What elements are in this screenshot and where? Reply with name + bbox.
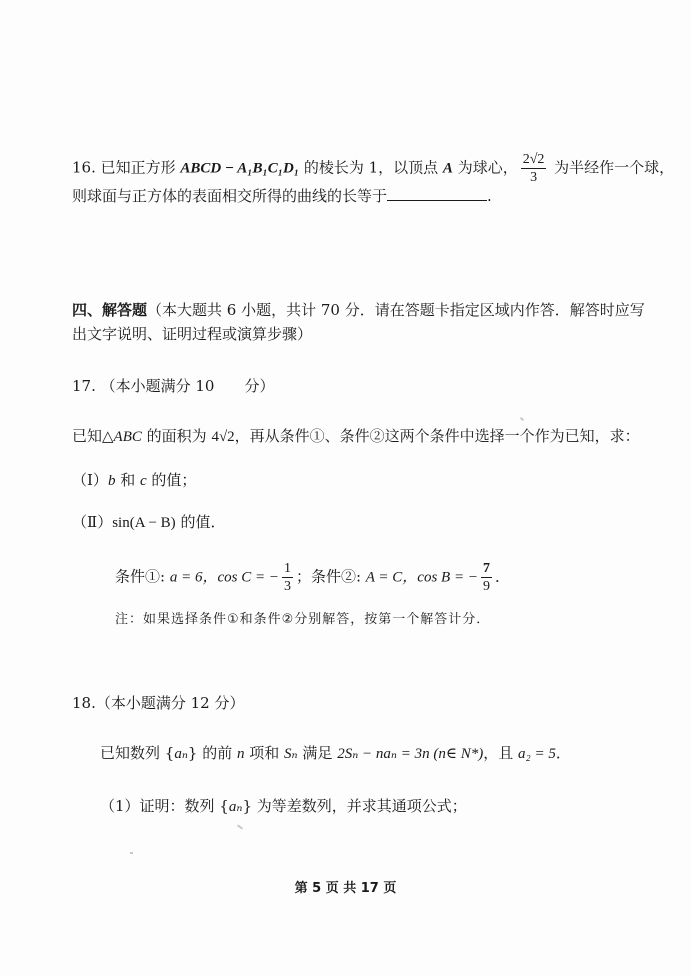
q16-mid2: 为球心，: [452, 158, 518, 177]
q16-radius-fraction: [521, 151, 547, 186]
q17-cond2-end: ．: [494, 567, 510, 586]
q18-stem-d: 满足: [297, 744, 338, 762]
page-footer: 第 5 页 共 17 页: [294, 881, 397, 896]
q18-stem-f: ．: [555, 744, 571, 762]
section4-line2: [72, 324, 312, 344]
q17-part2-end: 的值．: [175, 513, 226, 531]
q16-vertex: A: [442, 160, 453, 177]
q18-stem-c: 项和: [244, 744, 285, 762]
q18-part1-an: aₙ: [228, 799, 243, 815]
q17-note-text: 注：如果选择条件①和条件②分别解答，按第一个解答计分．: [115, 612, 491, 627]
q17-part1: [72, 470, 196, 491]
q17-cond2-fraction: [481, 560, 492, 595]
scan-speck: [237, 824, 243, 829]
section4-desc2: 出文字说明、证明过程或演算步骤）: [72, 325, 313, 343]
scan-speck: [520, 417, 524, 421]
q16-line1: [72, 151, 674, 186]
q17-cond1-num: 1: [283, 561, 291, 576]
scan-speck: [130, 852, 133, 854]
q17-stem: [72, 426, 640, 447]
q18-header: [72, 693, 244, 713]
q17-cond1-expr: a = 6，cos C = −: [169, 569, 279, 586]
q17-cond1-fraction: [282, 560, 293, 595]
q17-note: [115, 610, 490, 630]
q17-stem-c: ，再从条件①、条件②这两个条件中选择一个作为已知，求：: [234, 427, 640, 445]
q18-part1-b: } 为等差数列，并求其通项公式；: [242, 797, 467, 815]
q18-equation: 2Sₙ − naₙ = 3n (n∈ N*): [337, 746, 484, 762]
q18-stem: [100, 743, 571, 764]
q17-triangle-name: ABC: [113, 429, 142, 445]
q17-part1-end: 的值；: [146, 471, 197, 489]
q18-part1: [100, 796, 467, 817]
q17-cond-separator: ；条件②:: [295, 567, 366, 586]
q16-line2: [72, 186, 492, 206]
q17-header-text: 17. （本小题满分 10 分）: [72, 377, 275, 395]
q17-cond2-den: 9: [482, 579, 490, 594]
q17-part1-c: c: [139, 473, 147, 489]
q16-tail: 为半经作一个球，: [549, 158, 675, 177]
q16-mid: 的棱长为 1，以顶点: [299, 158, 443, 177]
q17-cond1-label: 条件①:: [115, 567, 170, 586]
section4-desc1: （本大题共 6 小题，共计 70 分．请在答题卡指定区域内作答．解答时应写: [147, 301, 645, 319]
q18-stem-sn: Sₙ: [284, 746, 298, 762]
q17-cond2-num: 7: [482, 561, 490, 576]
q16-line2-text: 则球面与正方体的表面相交所得的曲线的长等于: [72, 187, 388, 205]
q17-part2-label: （Ⅱ）: [72, 513, 113, 531]
q18-stem-e: ，且: [483, 744, 518, 762]
q16-lead: 16. 已知正方形: [72, 158, 181, 177]
q18-stem-b: } 的前: [187, 744, 237, 762]
section4-line1: [72, 300, 645, 320]
q17-header: [72, 376, 274, 396]
q17-part2: [72, 512, 225, 533]
q16-cube-name: ABCD − A₁B₁C₁D₁: [180, 160, 300, 177]
q18-stem-n: n: [237, 746, 245, 762]
q17-part1-label: （Ⅰ）: [72, 471, 108, 489]
q17-cond2-expr: A = C，cos B = −: [365, 569, 478, 586]
q17-area: 4√2: [211, 429, 235, 445]
q17-conditions: [115, 560, 510, 595]
section4-title: 四、解答题: [72, 301, 148, 319]
q17-part2-expr: sin(A − B): [112, 515, 176, 531]
q18-sequence-an: aₙ: [174, 746, 188, 762]
q18-header-text: 18.（本小题满分 12 分）: [72, 694, 245, 712]
q17-cond1-den: 3: [283, 579, 291, 594]
q18-part1-a: （1）证明：数列 {: [100, 797, 229, 815]
q17-stem-a: 已知△: [72, 427, 114, 445]
q18-a2-value: a₂ = 5: [517, 746, 556, 762]
q17-part1-b: b: [107, 473, 116, 489]
q17-stem-b: 的面积为: [141, 427, 212, 445]
q16-line2-end: .: [487, 187, 492, 205]
q16-frac-num: 2√2: [522, 152, 545, 167]
q16-answer-blank: [387, 186, 487, 201]
q16-frac-den: 3: [530, 170, 538, 185]
q17-part1-and: 和: [115, 471, 140, 489]
q18-stem-a: 已知数列 {: [100, 744, 175, 762]
